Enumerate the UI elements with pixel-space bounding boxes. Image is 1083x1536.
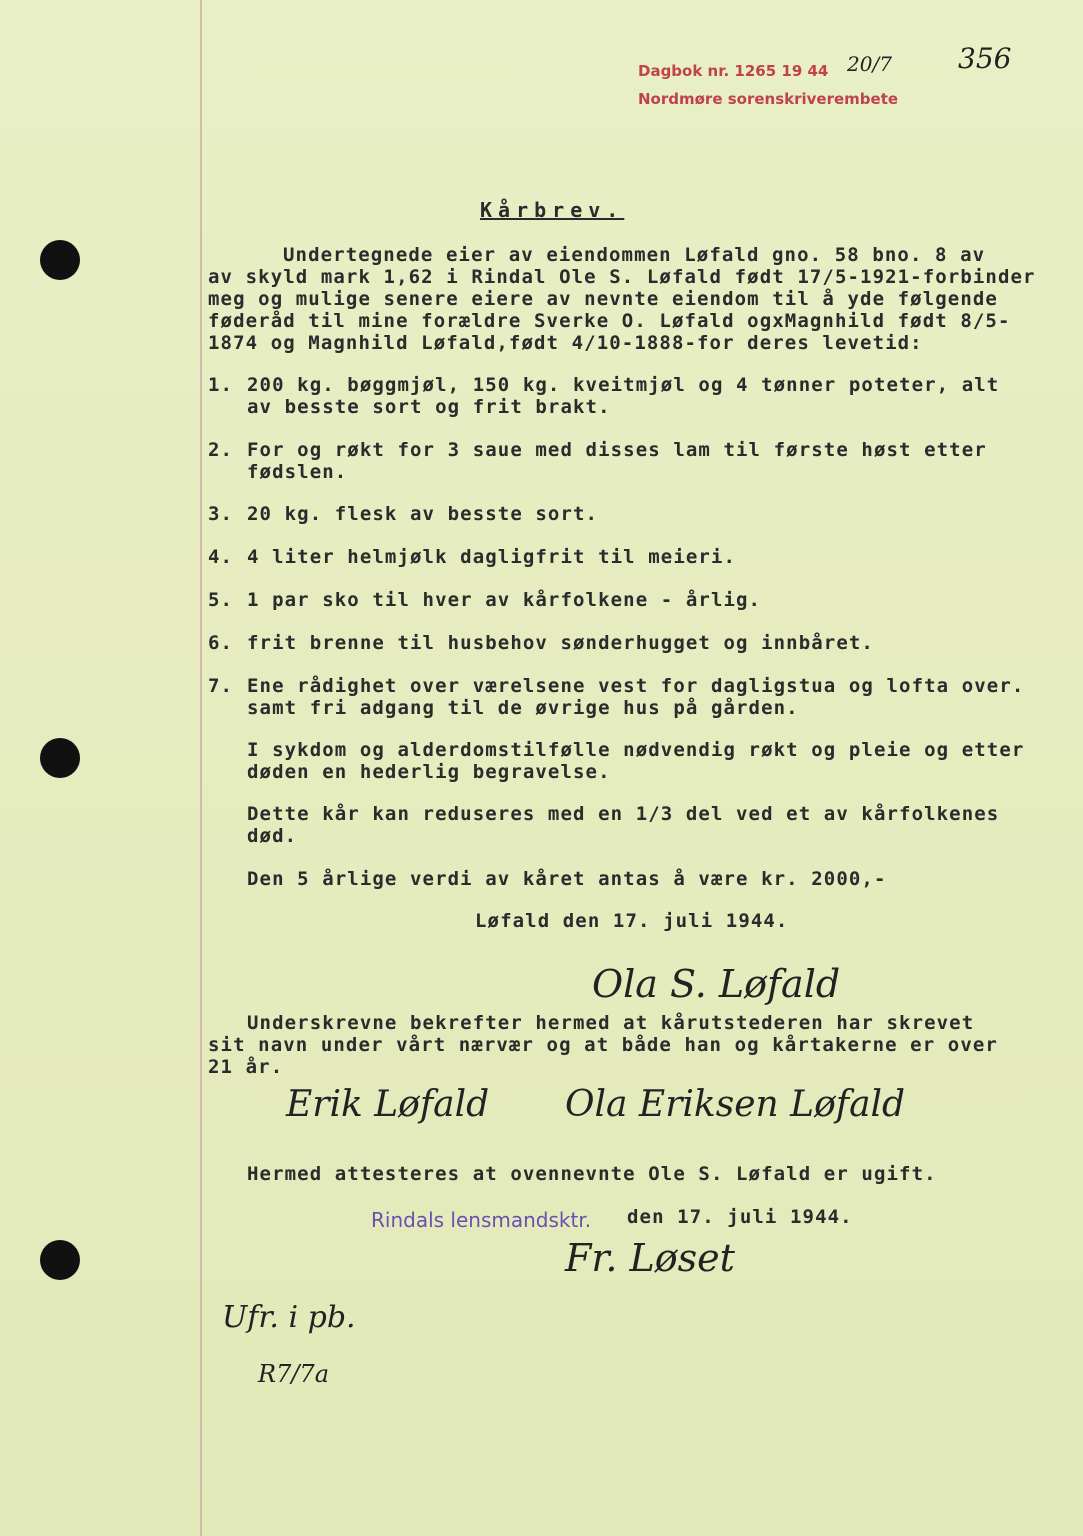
- witness-line: Underskrevne bekrefter hermed at kårutstederen har skrevet: [247, 1012, 975, 1034]
- intro-line: av skyld mark 1,62 i Rindal Ole S. Løfald født 17/5-1921-forbinder: [208, 266, 1036, 288]
- paragraph-line: død.: [247, 825, 298, 847]
- item-number: 5.: [208, 589, 234, 611]
- witness-signature-1: Erik Løfald: [286, 1084, 490, 1125]
- paragraph-line: Dette kår kan reduseres med en 1/3 del ved et av kårfolkenes: [247, 803, 1000, 825]
- item-number: 1.: [208, 374, 234, 396]
- witness-line: 21 år.: [208, 1056, 284, 1078]
- paragraph-line: I sykdom og alderdomstilfølle nødvendig røkt og pleie og etter: [247, 739, 1025, 761]
- margin-line: [200, 0, 202, 1536]
- punch-hole-bottom: [40, 1240, 80, 1280]
- item-line: Ene rådighet over værelsene vest for dagligstua og lofta over.: [247, 675, 1025, 697]
- official-signature: Fr. Løset: [565, 1236, 735, 1280]
- item-line: av besste sort og frit brakt.: [247, 396, 611, 418]
- margin-note-1: Ufr. i pb.: [222, 1300, 356, 1335]
- punch-hole-middle: [40, 738, 80, 778]
- item-number: 4.: [208, 546, 234, 568]
- place-date: Løfald den 17. juli 1944.: [475, 910, 789, 932]
- item-line: 4 liter helmjølk dagligfrit til meieri.: [247, 546, 737, 568]
- dagbok-stamp: Dagbok nr. 1265 19 44: [638, 62, 829, 80]
- owner-signature: Ola S. Løfald: [592, 962, 841, 1006]
- item-number: 6.: [208, 632, 234, 654]
- item-number: 3.: [208, 503, 234, 525]
- document-title: Kårbrev.: [480, 198, 625, 222]
- page-number: 356: [958, 42, 1012, 75]
- item-line: frit brenne til husbehov sønderhugget og innbåret.: [247, 632, 874, 654]
- item-line: fødslen.: [247, 461, 348, 483]
- handwritten-date: 20/7: [847, 52, 892, 76]
- item-line: 20 kg. flesk av besste sort.: [247, 503, 599, 525]
- item-number: 2.: [208, 439, 234, 461]
- intro-line: Undertegnede eier av eiendommen Løfald gno. 58 bno. 8 av: [283, 244, 986, 266]
- intro-line: føderåd til mine forældre Sverke O. Løfald ogxMagnhild født 8/5-: [208, 310, 1011, 332]
- attest-date: den 17. juli 1944.: [627, 1206, 853, 1228]
- witness-signature-2: Ola Eriksen Løfald: [565, 1084, 906, 1125]
- item-line: 1 par sko til hver av kårfolkene - årlig.: [247, 589, 762, 611]
- court-stamp: Nordmøre sorenskriverembete: [638, 90, 899, 108]
- paragraph-line: døden en hederlig begravelse.: [247, 761, 611, 783]
- witness-line: sit navn under vårt nærvær og at både han og kårtakerne er over: [208, 1034, 998, 1056]
- item-number: 7.: [208, 675, 234, 697]
- attestation: Hermed attesteres at ovennevnte Ole S. Løfald er ugift.: [247, 1163, 937, 1185]
- margin-note-2: R7/7a: [258, 1360, 330, 1388]
- intro-line: meg og mulige senere eiere av nevnte eiendom til å yde følgende: [208, 288, 998, 310]
- intro-line: 1874 og Magnhild Løfald,født 4/10-1888-for deres levetid:: [208, 332, 923, 354]
- paragraph-line: Den 5 årlige verdi av kåret antas å være kr. 2000,-: [247, 868, 887, 890]
- item-line: samt fri adgang til de øvrige hus på gården.: [247, 697, 799, 719]
- item-line: 200 kg. bøggmjøl, 150 kg. kveitmjøl og 4 tønner poteter, alt: [247, 374, 1000, 396]
- office-stamp: Rindals lensmandsktr.: [371, 1208, 592, 1232]
- punch-hole-top: [40, 240, 80, 280]
- item-line: For og røkt for 3 saue med disses lam til første høst etter: [247, 439, 987, 461]
